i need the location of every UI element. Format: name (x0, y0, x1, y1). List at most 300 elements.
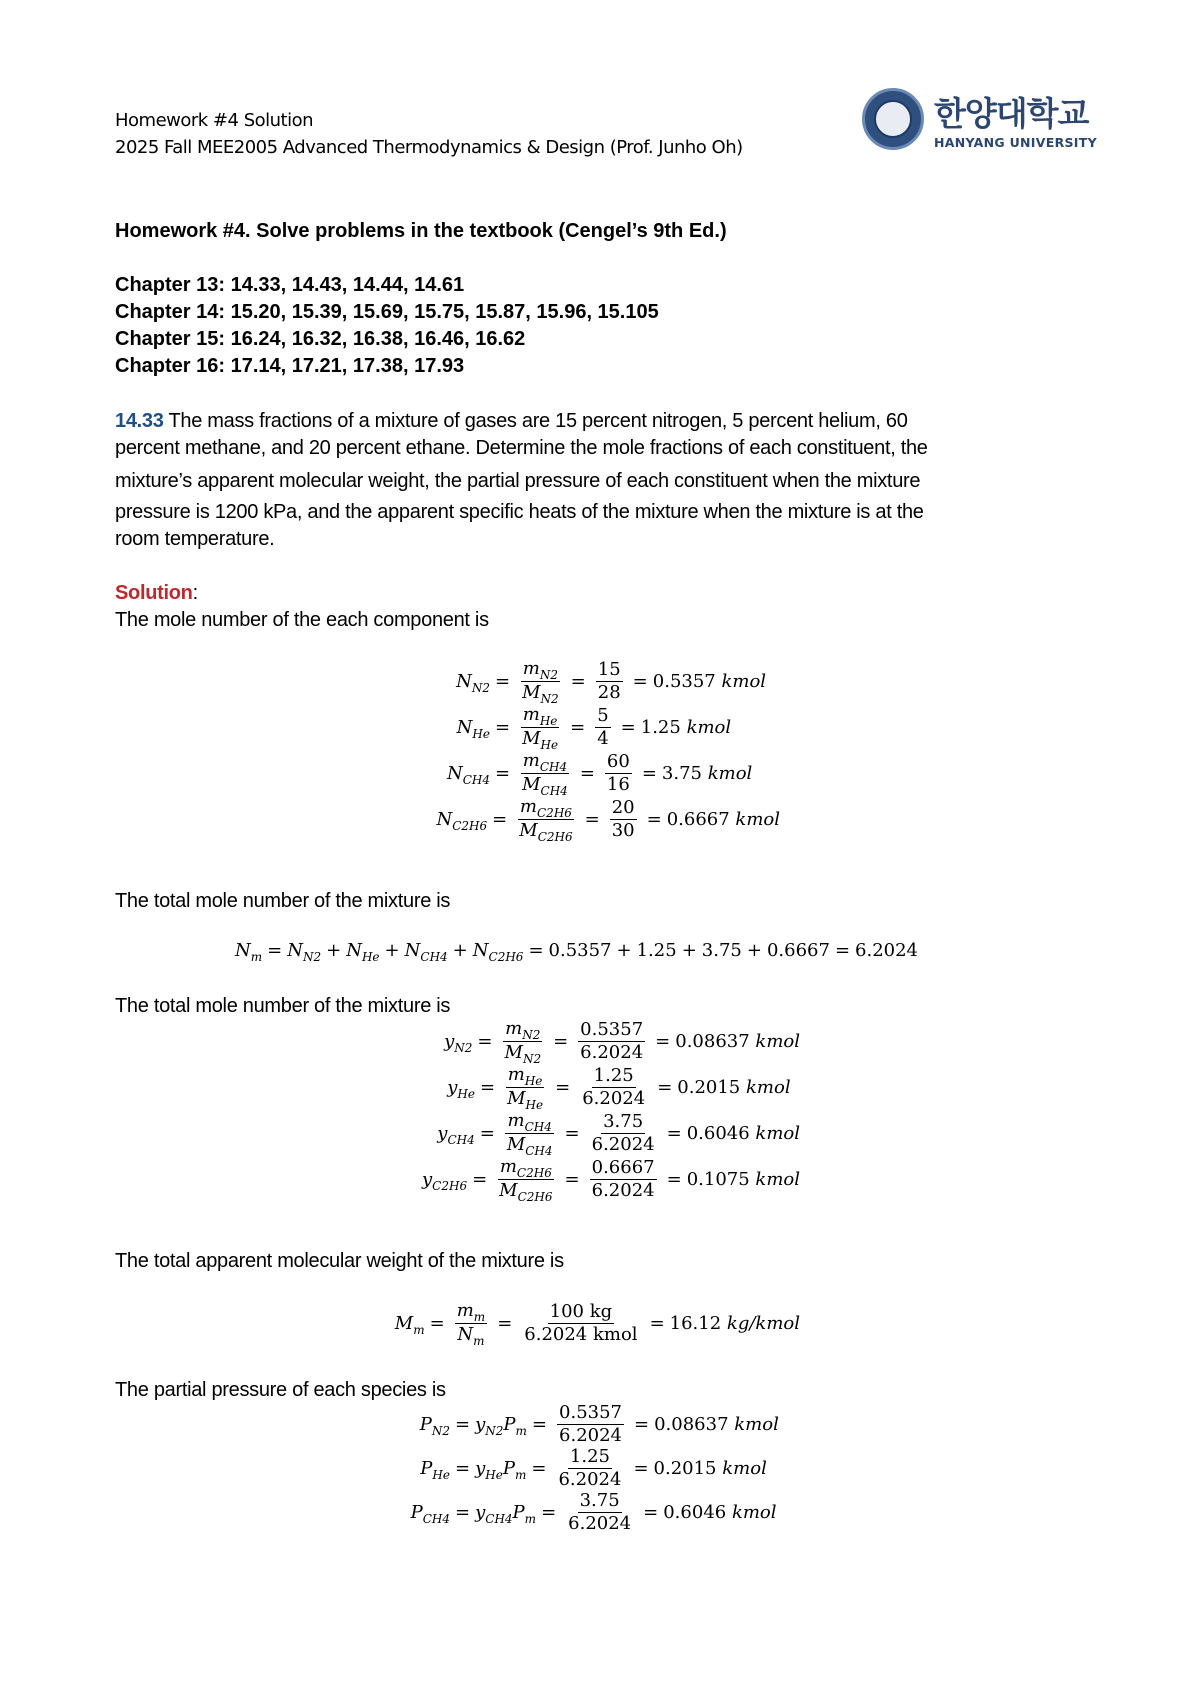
math-value: 1.25 (636, 940, 677, 961)
math-symbol (519, 819, 573, 844)
math-operator: = (834, 940, 851, 961)
fraction-numerator (521, 658, 560, 682)
math-operator: = (666, 1122, 682, 1144)
math-variable: M (499, 1179, 518, 1201)
math-subscript: C2H6 (452, 818, 488, 833)
equation-lhs (330, 1312, 425, 1337)
equation-row (330, 1110, 800, 1156)
math-variable: y (475, 1501, 486, 1523)
equation-row (330, 1156, 800, 1202)
math-operator: = (480, 1076, 496, 1098)
logo-english-text: HANYANG UNIVERSITY (934, 135, 1097, 150)
university-seal-icon (862, 88, 924, 150)
equation-row (330, 1018, 800, 1064)
math-variable: m (507, 1063, 525, 1085)
math-value: 0.5357 (548, 940, 612, 961)
math-variable: P (502, 1457, 515, 1479)
math-subscript: C2H6 (537, 805, 572, 820)
math-variable: M (522, 727, 541, 749)
math-operator: = (643, 1501, 659, 1523)
math-fraction (520, 658, 561, 705)
equation-row (330, 796, 780, 842)
math-variable: P (420, 1457, 433, 1479)
fraction-denominator (505, 1088, 545, 1111)
math-value: 3.75 (701, 940, 742, 961)
fraction-numerator (548, 1301, 615, 1324)
fraction-numerator (610, 797, 637, 820)
math-symbol (444, 1030, 473, 1055)
equation-row (330, 750, 780, 796)
fraction-denominator (503, 1042, 544, 1065)
math-operator: = (495, 716, 511, 738)
math-subscript: CH4 (447, 1132, 475, 1147)
math-symbol (506, 1133, 553, 1158)
math-fraction (580, 1065, 647, 1110)
math-value: 0.2015 (677, 1076, 741, 1098)
math-unit: kmol (731, 1501, 777, 1523)
math-operator: = (633, 1457, 649, 1479)
math-fraction (610, 797, 637, 842)
math-subscript: CH4 (422, 1511, 450, 1526)
fraction-numerator (592, 1065, 636, 1088)
math-unit: kmol (746, 1076, 791, 1098)
mole-fraction-label: The total mole number of the mixture is (115, 995, 451, 1017)
fraction-denominator (522, 1324, 639, 1346)
math-symbol (499, 1179, 553, 1204)
math-subscript: m (250, 950, 263, 964)
math-symbol (522, 657, 558, 682)
math-operator: = (429, 1312, 445, 1334)
math-operator: + (326, 940, 342, 961)
math-operator: + (616, 940, 632, 961)
fraction-denominator (566, 1513, 633, 1535)
math-operator: + (452, 940, 468, 961)
math-unit: kmol (755, 1168, 800, 1190)
math-subscript: N2 (471, 680, 490, 695)
math-variable: N (436, 808, 453, 830)
equation-lhs (330, 1413, 450, 1438)
chapter-line: Chapter 14: 15.20, 15.39, 15.69, 15.75, 15.87, 15.96, 15.105 (115, 301, 659, 323)
math-symbol (287, 940, 322, 964)
math-subscript: m (515, 1423, 527, 1438)
math-value: 60 (606, 750, 630, 772)
math-subscript: C2H6 (488, 950, 524, 964)
math-variable: M (522, 681, 541, 703)
math-symbol (457, 1323, 485, 1348)
math-value: 0.6667 (666, 808, 730, 830)
partial-pressure-equations (330, 1402, 800, 1534)
fraction-denominator (580, 1088, 647, 1110)
fraction-numerator (557, 1402, 624, 1425)
math-subscript: m (473, 1309, 486, 1324)
fraction-denominator (596, 682, 623, 704)
math-operator: = (492, 808, 508, 830)
math-value: 3.75 (579, 1489, 620, 1511)
math-value: 30 (611, 819, 635, 841)
math-fraction (578, 1019, 645, 1064)
math-value: 0.6046 (686, 1122, 750, 1144)
math-symbol (446, 762, 490, 787)
math-operator: = (634, 1413, 650, 1435)
math-subscript: m (514, 1467, 527, 1482)
math-symbol (456, 716, 490, 741)
math-symbol (507, 1087, 544, 1112)
math-operator: = (455, 1413, 471, 1435)
math-variable: N (446, 762, 463, 784)
math-value: 100 kg (549, 1300, 613, 1322)
math-subscript: CH4 (485, 1511, 513, 1526)
math-variable: M (506, 1133, 526, 1155)
math-value: 28 (597, 681, 621, 703)
molecular-weight-equation (330, 1297, 800, 1349)
fraction-denominator (497, 1180, 554, 1203)
math-subscript: m (473, 1333, 485, 1348)
math-subscript: N2 (431, 1423, 450, 1438)
math-value: 20 (611, 796, 635, 818)
math-symbol (507, 1063, 543, 1088)
math-unit: kmol (686, 716, 732, 738)
math-value: 15 (597, 658, 621, 680)
math-symbol (519, 795, 572, 820)
math-value: 1.25 (640, 716, 681, 738)
math-value: 6.2024 kmol (524, 1323, 638, 1345)
math-value: 6.2024 (568, 1512, 632, 1534)
math-value: 3.75 (661, 762, 702, 784)
math-value: 1.25 (593, 1064, 634, 1086)
math-operator: + (681, 940, 697, 961)
equation-row (330, 1297, 800, 1349)
math-symbol (346, 940, 380, 964)
math-fraction (590, 1157, 657, 1202)
math-variable: N (456, 670, 472, 692)
math-value: 16 (606, 773, 630, 795)
math-subscript: C2H6 (432, 1178, 468, 1193)
chapter-line: Chapter 16: 17.14, 17.21, 17.38, 17.93 (115, 355, 465, 377)
fraction-numerator (505, 1110, 553, 1134)
math-operator: = (666, 1168, 682, 1190)
equation-lhs (330, 1168, 468, 1193)
math-variable: M (504, 1041, 523, 1063)
math-subscript: He (485, 1467, 503, 1482)
math-value: 0.08637 (675, 1030, 750, 1052)
math-value: 0.1075 (686, 1168, 750, 1190)
equation-lhs (330, 762, 490, 787)
problem-text-line: mixture’s apparent molecular weight, the partial pressure of each constituent when the mixture (115, 470, 921, 492)
math-subscript: m (524, 1511, 537, 1526)
math-unit: kmol (755, 1122, 800, 1144)
math-fraction (520, 750, 570, 797)
math-subscript: N2 (522, 1051, 542, 1066)
equation-row (330, 1064, 800, 1110)
math-subscript: He (525, 1097, 544, 1112)
math-fraction (605, 751, 632, 796)
fraction-numerator (518, 796, 574, 820)
partial-pressure-label: The partial pressure of each species is (115, 1379, 446, 1401)
equation-lhs (330, 1457, 450, 1482)
total-mole-equation (235, 940, 919, 964)
math-value: 0.5357 (580, 1018, 644, 1040)
math-symbol (522, 727, 559, 752)
math-subscript: N2 (454, 1040, 473, 1055)
equation-lhs (330, 1122, 475, 1147)
fraction-denominator (520, 682, 561, 705)
math-operator: = (455, 1457, 471, 1479)
math-fraction (556, 1446, 623, 1491)
math-fraction (590, 1111, 657, 1156)
math-fraction (557, 1402, 624, 1447)
math-fraction (596, 659, 623, 704)
math-value: 0.08637 (654, 1413, 729, 1435)
fraction-numerator (503, 1018, 542, 1042)
math-variable: N (457, 1323, 474, 1345)
math-operator: = (632, 670, 648, 692)
math-value: 0.6046 (663, 1501, 727, 1523)
fraction-numerator (568, 1446, 612, 1469)
math-value: 1.25 (569, 1445, 610, 1467)
math-variable: M (522, 773, 541, 795)
math-unit: kmol (735, 808, 780, 830)
math-variable: N (456, 716, 473, 738)
math-subscript: C2H6 (517, 1189, 553, 1204)
fraction-denominator (455, 1324, 486, 1347)
math-symbol (420, 1457, 450, 1482)
math-subscript: C2H6 (516, 1165, 552, 1180)
math-subscript: CH4 (524, 1119, 552, 1134)
math-fraction (522, 1301, 639, 1346)
math-symbol (512, 1501, 537, 1526)
math-variable: m (499, 1155, 517, 1177)
math-variable: N (346, 940, 362, 961)
math-operator: = (531, 1413, 548, 1435)
math-product (475, 1413, 527, 1438)
math-operator: = (531, 1457, 547, 1479)
math-fraction (503, 1018, 544, 1065)
equation-lhs (330, 1501, 450, 1526)
math-fraction (595, 705, 610, 750)
mole-number-intro: The mole number of the each component is (115, 609, 489, 631)
math-value: 5 (597, 704, 609, 726)
math-symbol (522, 773, 568, 798)
math-unit: kmol (722, 1457, 767, 1479)
math-subscript: He (539, 713, 558, 728)
math-variable: P (410, 1501, 423, 1523)
fraction-numerator (521, 750, 569, 774)
math-variable: P (512, 1501, 525, 1523)
math-subscript: N2 (522, 1027, 541, 1042)
fraction-denominator (578, 1042, 645, 1064)
math-fraction (566, 1490, 633, 1535)
math-variable: M (507, 1087, 526, 1109)
university-logo (862, 88, 1097, 150)
math-operator: = (553, 1030, 569, 1052)
equation-row (330, 658, 780, 704)
math-value: 6.2024 (855, 940, 919, 961)
math-operator: = (541, 1501, 557, 1523)
equation-lhs (330, 808, 488, 833)
fraction-denominator (520, 774, 570, 797)
math-symbol (475, 1413, 504, 1438)
fraction-denominator (605, 774, 632, 796)
math-variable: N (404, 940, 421, 961)
math-value: 6.2024 (580, 1041, 644, 1063)
math-symbol (522, 681, 559, 706)
math-variable: N (235, 940, 251, 961)
equation-lhs (330, 1030, 473, 1055)
math-symbol (456, 670, 490, 695)
math-symbol (404, 940, 448, 964)
fraction-denominator (610, 820, 637, 842)
solution-heading (115, 580, 198, 607)
math-variable: m (522, 749, 540, 771)
mole-number-equations (330, 658, 780, 842)
fraction-numerator (595, 705, 610, 728)
math-fraction (455, 1300, 487, 1347)
math-operator: = (579, 762, 595, 784)
math-unit: kmol (755, 1030, 800, 1052)
math-operator: = (584, 808, 600, 830)
problem-text-line: pressure is 1200 kPa, and the apparent specific heats of the mixture when the mixture is at the (115, 501, 924, 523)
math-symbol (503, 1413, 527, 1438)
math-value: 0.6667 (766, 940, 830, 961)
math-operator: = (564, 1168, 580, 1190)
math-symbol (522, 703, 558, 728)
math-symbol (499, 1155, 552, 1180)
equation-lhs (330, 1076, 475, 1101)
math-variable: N (472, 940, 489, 961)
math-subscript: CH4 (525, 1143, 553, 1158)
math-value: 6.2024 (559, 1424, 622, 1446)
math-symbol (522, 749, 568, 774)
math-unit: kmol (734, 1413, 779, 1435)
fraction-numerator (596, 659, 623, 682)
equation-row (330, 1402, 800, 1446)
math-symbol (419, 1413, 450, 1438)
fraction-numerator (601, 1111, 645, 1134)
math-operator: = (477, 1030, 493, 1052)
math-fraction (505, 1064, 545, 1111)
mole-fraction-equations (330, 1018, 800, 1202)
math-operator: + (746, 940, 762, 961)
math-value: 4 (597, 727, 609, 749)
math-operator: = (455, 1501, 471, 1523)
problem-text-line: percent methane, and 20 percent ethane. Determine the mole fractions of each constituent, the (115, 437, 928, 459)
math-variable: m (456, 1299, 474, 1321)
math-variable: y (444, 1030, 455, 1052)
math-subscript: C2H6 (537, 829, 573, 844)
math-subscript: He (472, 726, 490, 741)
math-symbol (475, 1457, 503, 1482)
math-symbol (437, 1122, 475, 1147)
math-fraction (520, 704, 560, 751)
math-unit: kmol (721, 670, 767, 692)
math-unit: kg/kmol (726, 1312, 800, 1334)
math-symbol (472, 940, 524, 964)
math-variable: m (519, 795, 537, 817)
math-symbol (456, 1299, 486, 1324)
math-operator: = (528, 940, 544, 961)
math-symbol (436, 808, 488, 833)
logo-korean-text: 한양대학교 (934, 94, 1089, 133)
math-subscript: N2 (540, 691, 559, 706)
math-subscript: N2 (302, 950, 322, 964)
fraction-denominator (590, 1134, 657, 1156)
math-value: 16.12 (669, 1312, 722, 1334)
math-operator: = (472, 1168, 488, 1190)
math-symbol (394, 1312, 425, 1337)
math-operator: = (495, 670, 511, 692)
math-subscript: He (361, 950, 380, 964)
math-variable: P (419, 1413, 432, 1435)
problem-statement (115, 408, 1075, 435)
math-operator: = (649, 1312, 665, 1334)
fraction-numerator (605, 751, 632, 774)
math-variable: y (421, 1168, 433, 1190)
fraction-numerator (578, 1490, 622, 1513)
math-value: 0.2015 (653, 1457, 717, 1479)
math-value: 6.2024 (591, 1133, 655, 1155)
math-subscript: CH4 (462, 772, 490, 787)
math-operator: = (641, 762, 657, 784)
math-operator: = (646, 808, 662, 830)
math-operator: = (570, 716, 586, 738)
fraction-numerator (578, 1019, 645, 1042)
math-operator: = (657, 1076, 673, 1098)
solution-label: Solution (115, 582, 193, 604)
fraction-denominator (520, 728, 560, 751)
math-symbol (235, 940, 263, 964)
math-symbol (504, 1041, 542, 1066)
math-subscript: He (524, 1073, 543, 1088)
fraction-numerator (498, 1156, 554, 1180)
math-operator: = (495, 762, 511, 784)
math-operator: = (655, 1030, 671, 1052)
math-symbol (421, 1168, 468, 1193)
fraction-numerator (521, 704, 560, 728)
math-variable: m (505, 1017, 523, 1039)
problem-text-line: room temperature. (115, 528, 275, 550)
fraction-numerator (455, 1300, 487, 1324)
math-product (475, 1457, 527, 1482)
equation-row (330, 1446, 800, 1490)
math-value: 6.2024 (582, 1087, 646, 1109)
math-variable: M (394, 1312, 414, 1334)
math-product (475, 1501, 537, 1526)
math-value: 0.6667 (591, 1156, 655, 1178)
math-variable: m (507, 1109, 525, 1131)
molecular-weight-label: The total apparent molecular weight of the mixture is (115, 1250, 564, 1272)
math-symbol (505, 1017, 541, 1042)
math-variable: y (447, 1076, 458, 1098)
chapter-line: Chapter 13: 14.33, 14.43, 14.44, 14.61 (115, 274, 465, 296)
math-symbol (447, 1076, 475, 1101)
math-subscript: He (457, 1086, 475, 1101)
math-variable: m (522, 703, 540, 725)
fraction-numerator (506, 1064, 545, 1088)
course-title: 2025 Fall MEE2005 Advanced Thermodynamics & Design (Prof. Junho Oh) (115, 137, 743, 158)
math-variable: P (503, 1413, 516, 1435)
math-variable: N (287, 940, 303, 961)
math-operator: = (497, 1312, 513, 1334)
fraction-denominator (556, 1469, 623, 1491)
fraction-denominator (595, 728, 610, 750)
math-fraction (497, 1156, 554, 1203)
math-variable: M (519, 819, 538, 841)
math-symbol (410, 1501, 450, 1526)
doc-title: Homework #4 Solution (115, 110, 314, 131)
solution-colon: : (192, 582, 198, 604)
problem-number: 14.33 (115, 410, 164, 432)
fraction-denominator (517, 820, 574, 843)
